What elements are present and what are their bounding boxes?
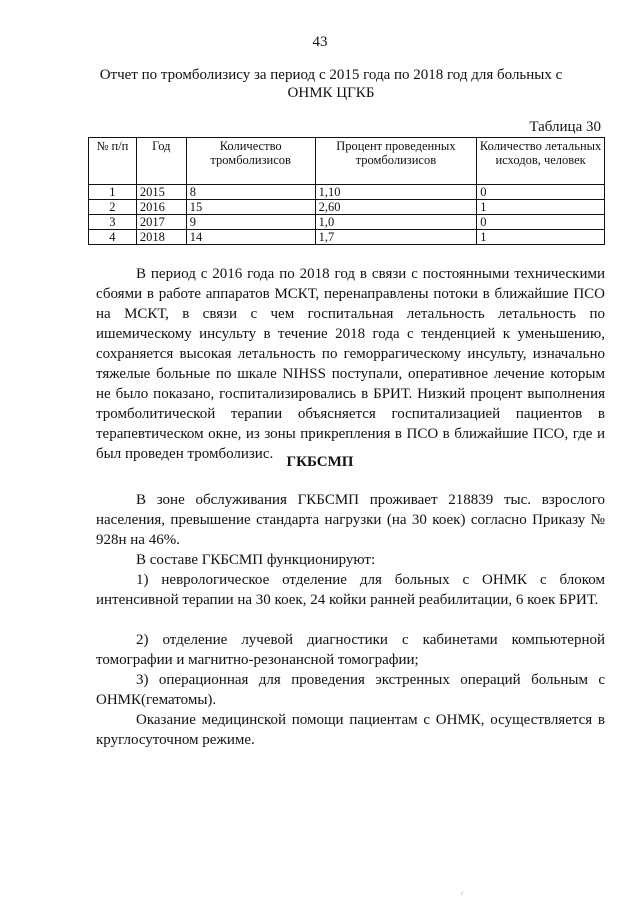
cell-percent: 1,7 <box>315 230 477 245</box>
list-item: 1) неврологическое отделение для больных с ОНМК с блоком интенсивной терапии на 30 коек, 24 койки ранней реабилитации, 6 коек БРИТ. <box>96 572 605 608</box>
table-row <box>89 215 605 230</box>
header-percent: Процент проведенных тромболизисов <box>315 138 477 185</box>
section-heading: ГКБСМП <box>286 454 354 470</box>
cell-count: 8 <box>186 185 315 200</box>
cell-percent: 2,60 <box>315 200 477 215</box>
table-label: Таблица 30 <box>529 119 601 135</box>
header-count: Количество тромболизисов <box>186 138 315 185</box>
paragraph-composition: В составе ГКБСМП функционируют: <box>136 552 376 568</box>
document-title: Отчет по тромболизису за период с 2015 года по 2018 год для больных с ОНМК ЦГКБ <box>99 67 563 101</box>
paragraph-service-zone: В зоне обслуживания ГКБСМП проживает 218839 тыс. взрослого населения, превышение стандарта нагрузки (на 30 коек) согласно Приказу № 928н на 46%. <box>96 492 605 548</box>
list-item: 2) отделение лучевой диагностики с кабинетами компьютерной томографии и магнитно-резонансной томографии; <box>96 632 605 668</box>
cell-number: 3 <box>89 215 137 230</box>
table-header-row <box>89 138 605 185</box>
cell-deaths: 0 <box>477 215 605 230</box>
page-number: 43 <box>312 34 328 50</box>
cell-year: 2015 <box>136 185 186 200</box>
cell-percent: 1,0 <box>315 215 477 230</box>
cell-count: 14 <box>186 230 315 245</box>
cell-percent: 1,10 <box>315 185 477 200</box>
cell-deaths: 0 <box>477 185 605 200</box>
thrombolysis-table <box>88 137 605 245</box>
cell-count: 15 <box>186 200 315 215</box>
paragraph-care-mode: Оказание медицинской помощи пациентам с ОНМК, осуществляется в круглосуточном режиме. <box>96 712 605 748</box>
cell-year: 2016 <box>136 200 186 215</box>
scan-mark: ·̇ <box>460 890 463 899</box>
paragraph-thrombolysis: В период с 2016 года по 2018 год в связи с постоянными техническими сбоями в работе аппаратов МСКТ, перенаправлены потоки в ближайшие ПСО на МСКТ, в связи с чем госпитальная летальность летальность по ишемическому инсульту в течение 2018 года с тенденцией к уменьшению, сохраняется высокая летальность по геморрагическому инсульту, изначально тяжелые больные по шкале NIHSS поступали, оперативное лечение которым не было показано, госпитализировались в БРИТ. Низкий процент выполнения тромболитической терапии объясняется госпитализацией пациентов в терапевтическом окне, из зоны прикрепления в ПСО в ближайшие ПСО, где и был проведен тромболизис. <box>96 266 605 462</box>
header-year: Год <box>136 138 186 185</box>
header-deaths: Количество летальных исходов, человек <box>477 138 605 185</box>
header-number: № п/п <box>89 138 137 185</box>
cell-deaths: 1 <box>477 230 605 245</box>
list-item: 3) операционная для проведения экстренных операций больным с ОНМК(гематомы). <box>96 672 605 708</box>
table-row <box>89 230 605 245</box>
cell-year: 2018 <box>136 230 186 245</box>
cell-count: 9 <box>186 215 315 230</box>
cell-year: 2017 <box>136 215 186 230</box>
cell-deaths: 1 <box>477 200 605 215</box>
cell-number: 4 <box>89 230 137 245</box>
cell-number: 2 <box>89 200 137 215</box>
table-row <box>89 185 605 200</box>
cell-number: 1 <box>89 185 137 200</box>
table-row <box>89 200 605 215</box>
